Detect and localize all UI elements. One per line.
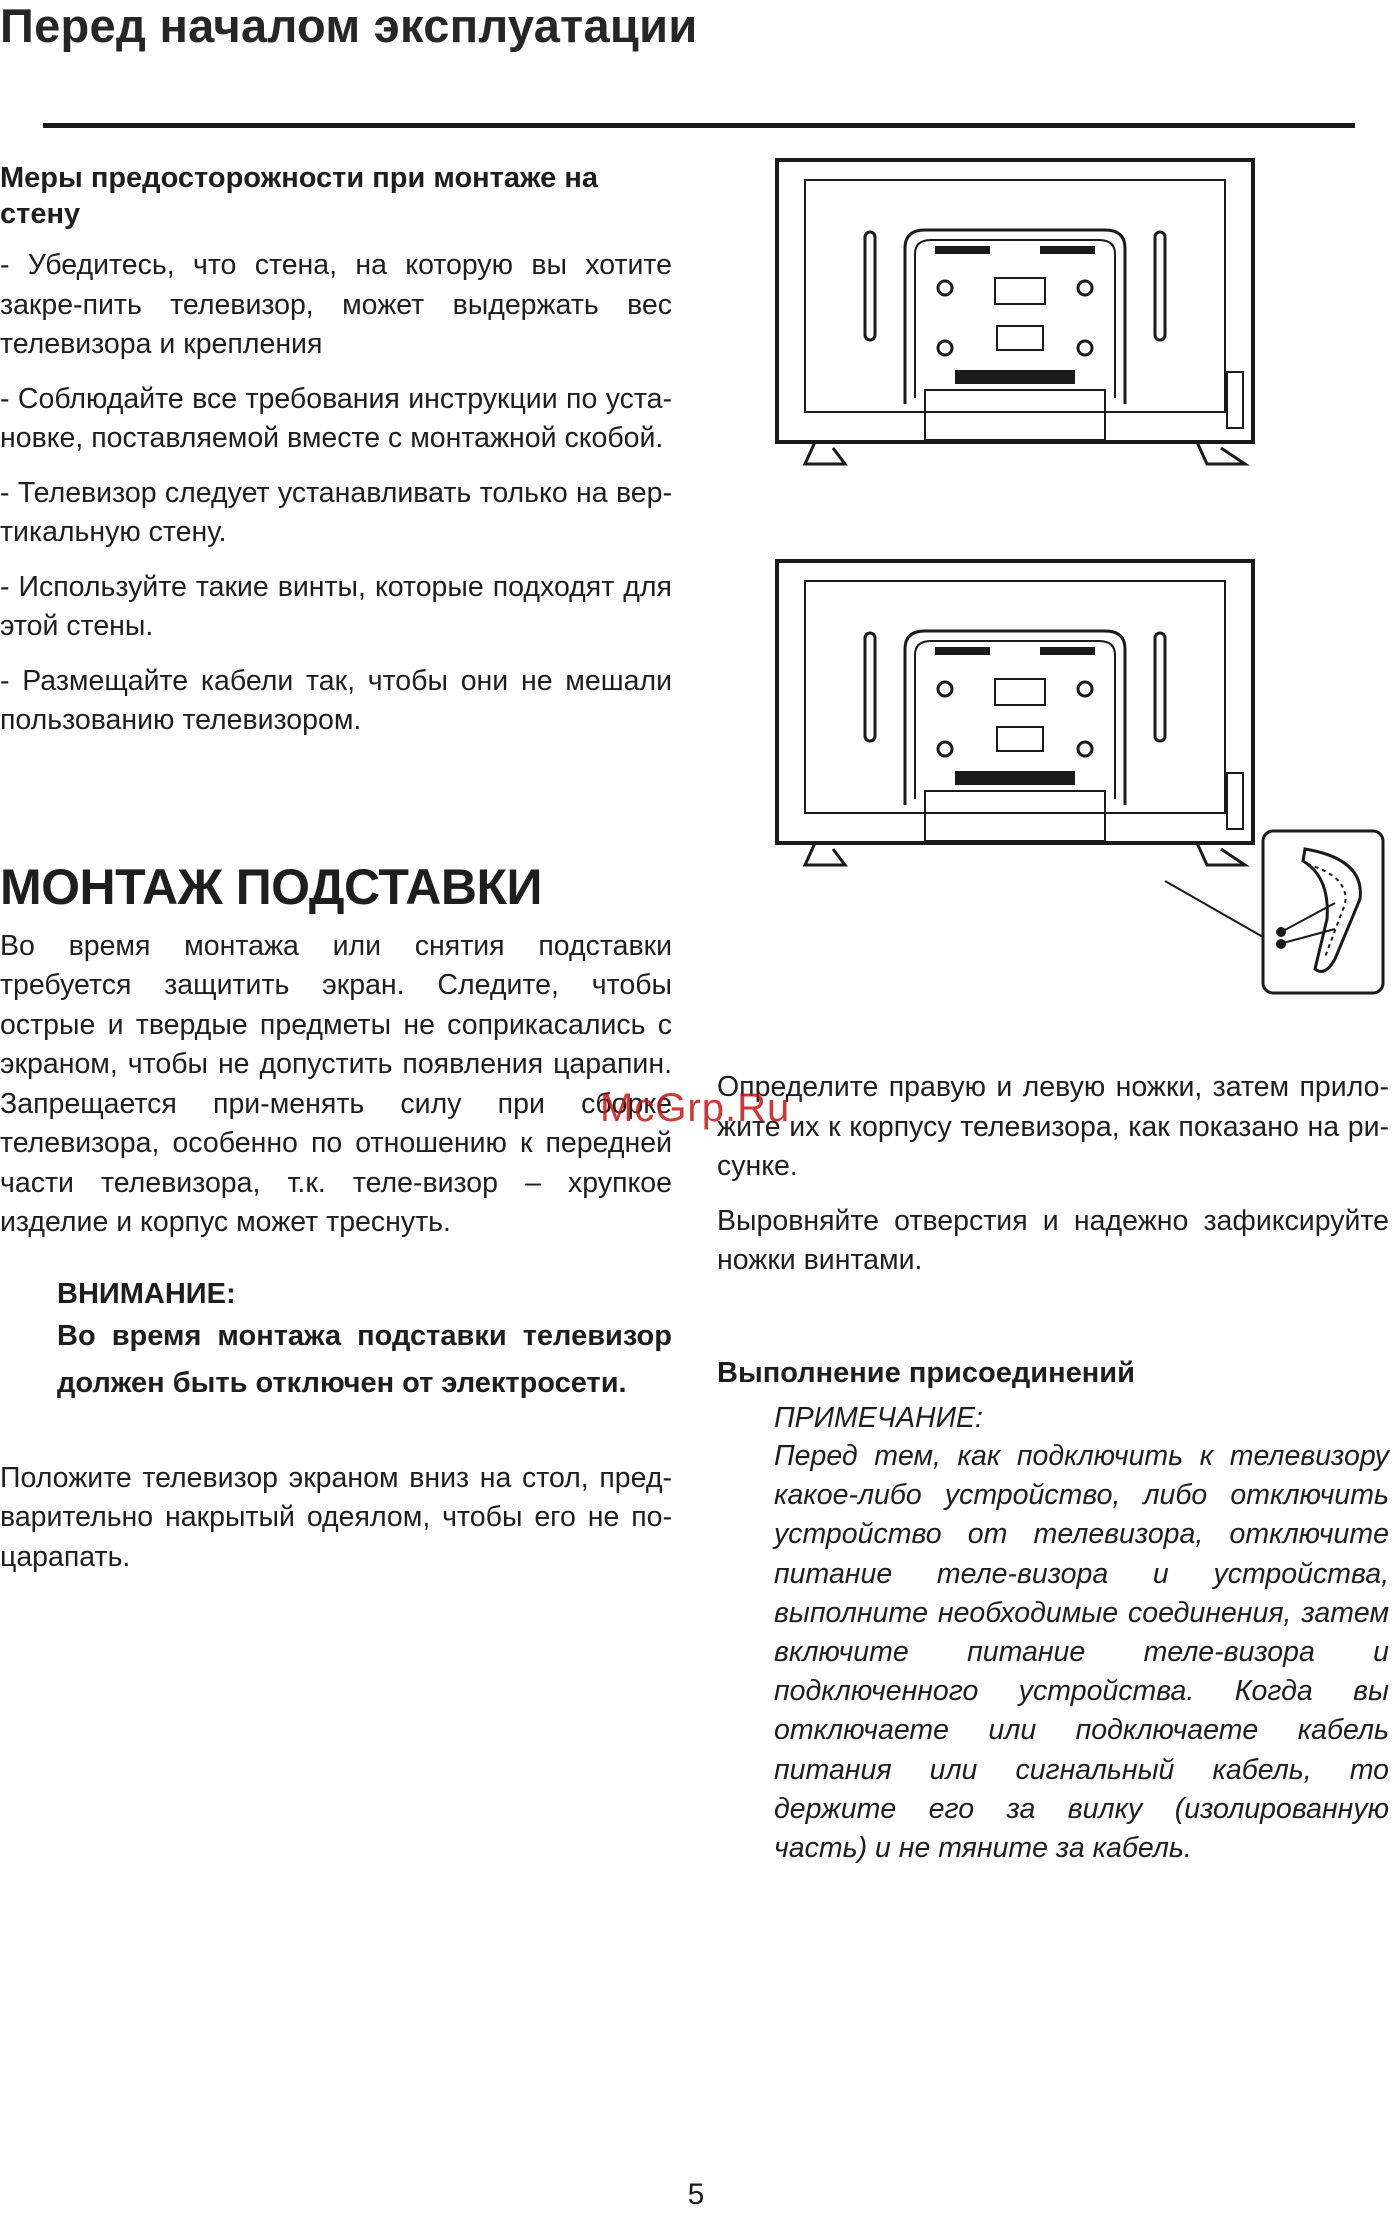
wall-mount-list [0, 246, 672, 741]
wall-mount-item: - Используйте такие винты, которые подходят для этой стены. [0, 570, 672, 642]
page-title: Перед началом эксплуатации [0, 0, 698, 52]
tv-back-illustration-bottom [775, 559, 1392, 999]
screws-text: Выровняйте отверстия и надежно зафиксируйте ножки винтами. [717, 1204, 1389, 1276]
page-number: 5 [687, 2178, 705, 2211]
warning-block [57, 1275, 672, 1407]
legs-text: Определите правую и левую ножки, затем прило-жите их к корпусу телевизора, как показано на ри-сунке. [717, 1071, 1389, 1182]
wall-mount-heading: Меры предосторожности при монтаже на стену [0, 162, 599, 230]
warning-text: Во время монтажа подставки телевизор должен быть отключен от электросети. [57, 1319, 672, 1399]
wall-mount-item: - Размещайте кабели так, чтобы они не мешали пользованию телевизором. [0, 664, 672, 736]
stand-heading: МОНТАЖ ПОДСТАВКИ [0, 858, 542, 915]
note-block [774, 1399, 1389, 1868]
watermark: McGrp.Ru [600, 1086, 791, 1130]
tv-back-illustration-top [775, 158, 1255, 478]
wall-mount-item: - Соблюдайте все требования инструкции по уста-новке, поставляемой вместе с монтажной скобой. [0, 382, 672, 454]
left-column [0, 160, 672, 1577]
right-column-text [717, 1068, 1389, 1281]
note-text: Перед тем, как подключить к телевизору какое-либо устройство, либо отключить устройство от телевизора, отключите питание теле-визора и устройства, выполните необходимые соединения, затем включите питание теле-визора и подключенного устройства. Когда вы отключаете или подключаете кабель питания или сигнальный кабель, то держите его за вилку (изолированную часть) и не тяните за кабель. [774, 1440, 1389, 1865]
connections-section [717, 1355, 1389, 1868]
wall-mount-item: - Убедитесь, что стена, на которую вы хотите закре-пить телевизор, может выдержать вес телевизора и крепления [0, 249, 672, 360]
wall-mount-item: - Телевизор следует устанавливать только на вер-тикальную стену. [0, 476, 672, 548]
stand-intro: Во время монтажа или снятия подставки требуется защитить экран. Следите, чтобы острые и твердые предметы не соприкасались с экраном, чтобы не допустить появления царапин. Запрещается при-менять силу при сборке телевизора, особенно по отношению к передней части телевизора, т.к. теле-визор – хрупкое изделие и корпус может треснуть. [0, 929, 672, 1238]
place-tv-text: Положите телевизор экраном вниз на стол, пред-варительно накрытый одеялом, чтобы его не по-царапать. [0, 1461, 672, 1573]
header-divider [43, 123, 1355, 128]
note-title: ПРИМЕЧАНИЕ: [774, 1402, 983, 1434]
warning-title: ВНИМАНИЕ: [57, 1277, 236, 1310]
connections-heading: Выполнение присоединений [717, 1357, 1135, 1389]
